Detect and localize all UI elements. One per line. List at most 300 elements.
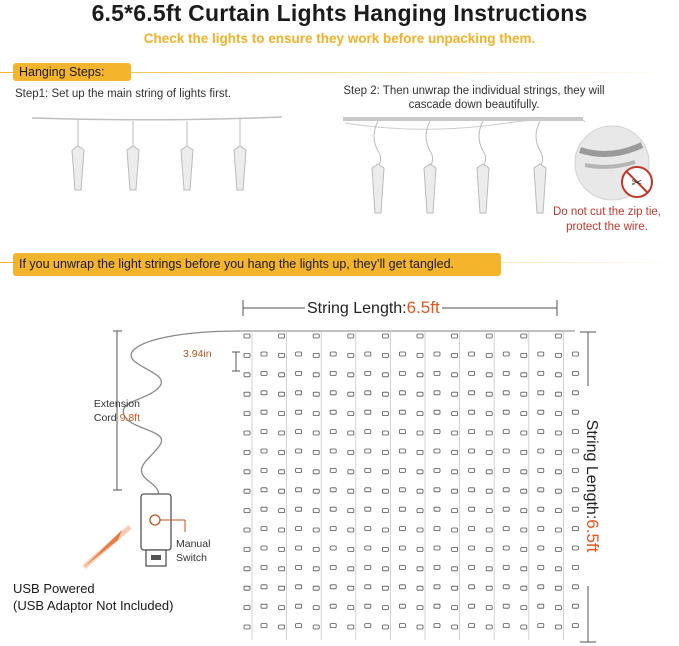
light-bulb	[279, 412, 285, 416]
light-bulb	[555, 586, 561, 590]
light-bulb	[313, 412, 319, 416]
light-bulb	[330, 624, 336, 628]
light-bulb	[296, 449, 302, 453]
light-bulb	[572, 585, 578, 589]
light-bulb	[296, 391, 302, 395]
light-bulb	[348, 431, 354, 435]
light-bulb	[521, 509, 527, 513]
light-bulb	[399, 449, 405, 453]
light-bulb	[330, 449, 336, 453]
light-bulb	[521, 450, 527, 454]
light-bulb	[503, 488, 509, 492]
light-bulb	[469, 585, 475, 589]
svg-text:✂: ✂	[631, 176, 643, 191]
light-bulb	[503, 624, 509, 628]
light-bulb	[538, 507, 544, 511]
light-bulb	[399, 371, 405, 375]
switch-label-line1: Manual	[176, 538, 211, 550]
light-bulb	[330, 352, 336, 356]
light-bulb	[382, 412, 388, 416]
light-bulb	[313, 450, 319, 454]
light-bulb	[382, 470, 388, 474]
light-bulb	[279, 373, 285, 377]
light-bulb	[348, 567, 354, 571]
light-bulb	[348, 334, 354, 338]
light-bulb	[469, 604, 475, 608]
light-bulb	[555, 334, 561, 338]
light-bulb	[244, 547, 250, 551]
light-bulb	[365, 507, 371, 511]
light-strand	[382, 331, 405, 640]
light-bulb	[330, 391, 336, 395]
light-bulb	[521, 470, 527, 474]
light-bulb	[417, 470, 423, 474]
light-bulb	[417, 625, 423, 629]
light-bulb	[348, 509, 354, 513]
light-bulb	[538, 410, 544, 414]
light-bulb	[452, 470, 458, 474]
light-bulb	[452, 606, 458, 610]
light-bulb	[503, 352, 509, 356]
light-bulb	[486, 431, 492, 435]
step2-text: Step 2: Then unwrap the individual strings, they will cascade down beautifully.	[343, 85, 605, 111]
light-bulb	[572, 527, 578, 531]
light-bulb	[348, 373, 354, 377]
light-bulb	[348, 489, 354, 493]
light-bulb	[261, 527, 267, 531]
light-bulb	[313, 489, 319, 493]
light-bulb	[313, 431, 319, 435]
light-bulb	[503, 565, 509, 569]
light-bulb	[296, 624, 302, 628]
light-strand	[555, 331, 578, 640]
light-bulb	[555, 547, 561, 551]
light-bulb	[486, 392, 492, 396]
light-bulb	[486, 625, 492, 629]
light-bulb	[555, 392, 561, 396]
light-bulb	[330, 565, 336, 569]
light-bulb	[572, 604, 578, 608]
light-bulb	[469, 488, 475, 492]
light-bulb	[296, 352, 302, 356]
vertical-length-label	[582, 386, 602, 586]
light-bulb	[434, 565, 440, 569]
light-bulb	[261, 391, 267, 395]
light-bulb	[279, 353, 285, 357]
light-bulb	[572, 391, 578, 395]
light-bulb	[365, 391, 371, 395]
light-bulb	[434, 546, 440, 550]
light-bulb	[521, 334, 527, 338]
light-bulb	[279, 567, 285, 571]
light-bulb	[469, 507, 475, 511]
light-bulb	[261, 624, 267, 628]
light-bulb	[434, 449, 440, 453]
light-bulb	[348, 625, 354, 629]
light-bulb	[261, 449, 267, 453]
light-bulb	[279, 489, 285, 493]
light-bulb	[296, 371, 302, 375]
light-bulb	[503, 507, 509, 511]
light-bulb	[244, 373, 250, 377]
light-bulb	[452, 528, 458, 532]
light-bulb	[313, 606, 319, 610]
extension-label-line2: Cord	[93, 412, 117, 424]
light-bulb	[572, 410, 578, 414]
light-bulb	[261, 468, 267, 472]
light-bulb	[244, 606, 250, 610]
light-bulb	[572, 565, 578, 569]
light-bulb	[452, 412, 458, 416]
light-bulb	[452, 509, 458, 513]
light-bulb	[521, 547, 527, 551]
light-bulb	[382, 567, 388, 571]
light-bulb	[244, 353, 250, 357]
light-bulb	[348, 586, 354, 590]
tangle-warning: If you unwrap the light strings before you hang the lights up, they’ll get tangled.	[13, 253, 501, 276]
light-bulb	[296, 527, 302, 531]
vertical-length-text: String Length:	[583, 419, 600, 520]
light-bulb	[365, 585, 371, 589]
light-bulb	[399, 391, 405, 395]
light-bulb	[313, 509, 319, 513]
light-bulb	[382, 373, 388, 377]
light-bulb	[555, 567, 561, 571]
light-bulb	[382, 606, 388, 610]
light-bulb	[365, 430, 371, 434]
light-bulb	[434, 585, 440, 589]
light-bulb	[365, 604, 371, 608]
light-strand	[486, 331, 509, 640]
page-title: 6.5*6.5ft Curtain Lights Hanging Instructions	[91, 0, 588, 26]
light-bulb	[348, 392, 354, 396]
light-bulb	[330, 546, 336, 550]
light-bulb	[538, 449, 544, 453]
zip-tie-warning-line1: Do not cut the zip tie,	[552, 206, 662, 218]
light-bulb	[330, 430, 336, 434]
light-bulb	[572, 488, 578, 492]
light-bulb	[348, 353, 354, 357]
light-bulb	[296, 468, 302, 472]
light-bulb	[538, 430, 544, 434]
light-bulb	[330, 488, 336, 492]
horizontal-length-label	[305, 298, 442, 318]
light-bulb	[503, 585, 509, 589]
light-bulb	[521, 625, 527, 629]
light-bulb	[521, 567, 527, 571]
light-bulb	[521, 373, 527, 377]
light-bulb	[486, 528, 492, 532]
light-bulb	[261, 546, 267, 550]
light-bulb	[261, 371, 267, 375]
light-bulb	[521, 431, 527, 435]
light-bulb	[244, 412, 250, 416]
light-bulb	[296, 604, 302, 608]
light-bulb	[261, 430, 267, 434]
light-bulb	[555, 450, 561, 454]
light-strand	[452, 331, 475, 640]
light-bulb	[503, 391, 509, 395]
light-bulb	[279, 625, 285, 629]
light-bulb	[417, 489, 423, 493]
light-bulb	[348, 606, 354, 610]
light-bulb	[417, 431, 423, 435]
horizontal-length-value: 6.5ft	[406, 298, 440, 317]
light-bulb	[452, 586, 458, 590]
light-bulb	[486, 586, 492, 590]
light-bulb	[313, 567, 319, 571]
light-bulb	[261, 604, 267, 608]
light-bulb	[503, 410, 509, 414]
light-bulb	[555, 373, 561, 377]
light-bulb	[382, 334, 388, 338]
light-bulb	[417, 450, 423, 454]
light-bulb	[279, 431, 285, 435]
light-bulb	[365, 527, 371, 531]
light-bulb	[417, 606, 423, 610]
light-bulb	[434, 430, 440, 434]
light-bulb	[244, 625, 250, 629]
light-bulb	[399, 604, 405, 608]
light-bulb	[469, 391, 475, 395]
light-bulb	[279, 470, 285, 474]
light-bulb	[555, 412, 561, 416]
light-bulb	[521, 392, 527, 396]
light-bulb	[399, 430, 405, 434]
light-bulb	[261, 507, 267, 511]
light-bulb	[330, 604, 336, 608]
light-bulb	[486, 489, 492, 493]
light-bulb	[382, 489, 388, 493]
light-bulb	[572, 449, 578, 453]
switch-label-line2: Switch	[176, 552, 207, 564]
light-bulb	[503, 371, 509, 375]
light-bulb	[296, 546, 302, 550]
light-bulb	[417, 392, 423, 396]
light-bulb	[434, 488, 440, 492]
light-bulb	[486, 567, 492, 571]
light-bulb	[348, 412, 354, 416]
light-bulb	[382, 528, 388, 532]
light-bulb	[296, 410, 302, 414]
light-bulb	[538, 371, 544, 375]
light-bulb	[365, 488, 371, 492]
light-bulb	[348, 450, 354, 454]
light-bulb	[572, 624, 578, 628]
light-bulb	[279, 509, 285, 513]
light-bulb	[399, 565, 405, 569]
light-bulb	[261, 565, 267, 569]
light-bulb	[452, 489, 458, 493]
light-bulb	[261, 410, 267, 414]
light-bulb	[365, 371, 371, 375]
light-bulb	[555, 353, 561, 357]
light-bulb	[469, 468, 475, 472]
light-bulb	[330, 507, 336, 511]
light-bulb	[434, 371, 440, 375]
light-bulb	[555, 625, 561, 629]
light-bulb	[296, 507, 302, 511]
light-bulb	[434, 410, 440, 414]
light-bulb	[452, 373, 458, 377]
light-bulb	[417, 586, 423, 590]
light-bulb	[469, 624, 475, 628]
light-bulb	[313, 547, 319, 551]
light-bulb	[399, 468, 405, 472]
light-bulb	[572, 507, 578, 511]
light-bulb	[399, 527, 405, 531]
light-bulb	[348, 528, 354, 532]
extension-length-value: 9.8ft	[119, 412, 140, 424]
light-bulb	[538, 488, 544, 492]
light-bulb	[244, 470, 250, 474]
light-bulb	[417, 353, 423, 357]
light-bulb	[313, 586, 319, 590]
light-bulb	[382, 625, 388, 629]
light-bulb	[521, 586, 527, 590]
light-bulb	[261, 488, 267, 492]
light-bulb	[452, 450, 458, 454]
light-bulb	[434, 624, 440, 628]
light-bulb	[538, 391, 544, 395]
light-bulb	[330, 468, 336, 472]
light-bulb	[313, 528, 319, 532]
light-bulb	[555, 509, 561, 513]
light-bulb	[279, 586, 285, 590]
light-bulb	[399, 488, 405, 492]
light-strand	[244, 331, 267, 640]
light-bulb	[417, 334, 423, 338]
light-bulb	[382, 450, 388, 454]
light-bulb	[521, 606, 527, 610]
light-bulb	[538, 565, 544, 569]
light-bulb	[452, 567, 458, 571]
light-bulb	[365, 468, 371, 472]
light-bulb	[296, 585, 302, 589]
light-bulb	[382, 586, 388, 590]
vertical-length-value: 6.5ft	[583, 519, 602, 553]
manual-switch-label	[176, 537, 210, 565]
light-bulb	[486, 373, 492, 377]
light-bulb	[452, 392, 458, 396]
light-bulb	[434, 468, 440, 472]
light-bulb	[486, 412, 492, 416]
light-bulb	[469, 546, 475, 550]
light-bulb	[572, 352, 578, 356]
light-bulb	[330, 371, 336, 375]
light-bulb	[279, 450, 285, 454]
light-bulb	[538, 624, 544, 628]
light-bulb	[486, 606, 492, 610]
usb-power-label	[13, 580, 173, 614]
light-bulb	[417, 509, 423, 513]
light-bulb	[555, 489, 561, 493]
light-bulb	[469, 371, 475, 375]
light-bulb	[555, 431, 561, 435]
light-bulb	[434, 604, 440, 608]
bulb-spacing-label: 3.94in	[183, 348, 212, 360]
light-bulb	[434, 527, 440, 531]
light-strand	[521, 331, 544, 640]
light-bulb	[313, 334, 319, 338]
light-bulb	[417, 528, 423, 532]
light-bulb	[469, 527, 475, 531]
light-bulb	[503, 527, 509, 531]
light-bulb	[572, 468, 578, 472]
light-bulb	[382, 392, 388, 396]
light-bulb	[538, 546, 544, 550]
light-bulb	[503, 430, 509, 434]
light-bulb	[279, 547, 285, 551]
light-bulb	[330, 585, 336, 589]
light-bulb	[244, 334, 250, 338]
light-bulb	[399, 352, 405, 356]
light-bulb	[417, 412, 423, 416]
light-bulb	[330, 410, 336, 414]
light-bulb	[417, 373, 423, 377]
light-bulb	[313, 470, 319, 474]
light-bulb	[572, 546, 578, 550]
light-bulb	[382, 353, 388, 357]
light-bulb	[469, 410, 475, 414]
light-bulb	[399, 546, 405, 550]
light-bulb	[572, 430, 578, 434]
light-bulb	[365, 624, 371, 628]
light-bulb	[538, 468, 544, 472]
light-bulb	[452, 431, 458, 435]
light-bulb	[244, 431, 250, 435]
usb-powered-text: USB Powered	[13, 581, 95, 596]
light-bulb	[348, 470, 354, 474]
light-bulb	[313, 373, 319, 377]
light-bulb	[244, 450, 250, 454]
light-bulb	[365, 449, 371, 453]
hanging-steps-header: Hanging Steps:	[13, 63, 131, 81]
light-bulb	[296, 565, 302, 569]
light-bulb	[452, 334, 458, 338]
light-bulb	[486, 547, 492, 551]
light-bulb	[244, 528, 250, 532]
extension-cord-label	[72, 397, 140, 425]
light-bulb	[330, 527, 336, 531]
light-bulb	[261, 352, 267, 356]
light-bulb	[503, 468, 509, 472]
light-bulb	[452, 547, 458, 551]
light-bulb	[365, 565, 371, 569]
light-bulb	[244, 509, 250, 513]
light-bulb	[538, 352, 544, 356]
light-bulb	[279, 334, 285, 338]
light-bulb	[365, 352, 371, 356]
light-bulb	[469, 449, 475, 453]
light-bulb	[244, 567, 250, 571]
light-bulb	[434, 507, 440, 511]
light-bulb	[261, 585, 267, 589]
light-bulb	[452, 353, 458, 357]
light-bulb	[469, 565, 475, 569]
light-bulb	[348, 547, 354, 551]
light-bulb	[572, 371, 578, 375]
light-bulb	[382, 547, 388, 551]
light-bulb	[503, 449, 509, 453]
light-bulb	[417, 547, 423, 551]
zip-tie-warning-line2: protect the wire.	[566, 221, 648, 233]
usb-adaptor-note: (USB Adaptor Not Included)	[13, 598, 174, 613]
light-bulb	[399, 410, 405, 414]
light-bulb	[486, 334, 492, 338]
light-bulb	[469, 430, 475, 434]
light-bulb	[538, 527, 544, 531]
